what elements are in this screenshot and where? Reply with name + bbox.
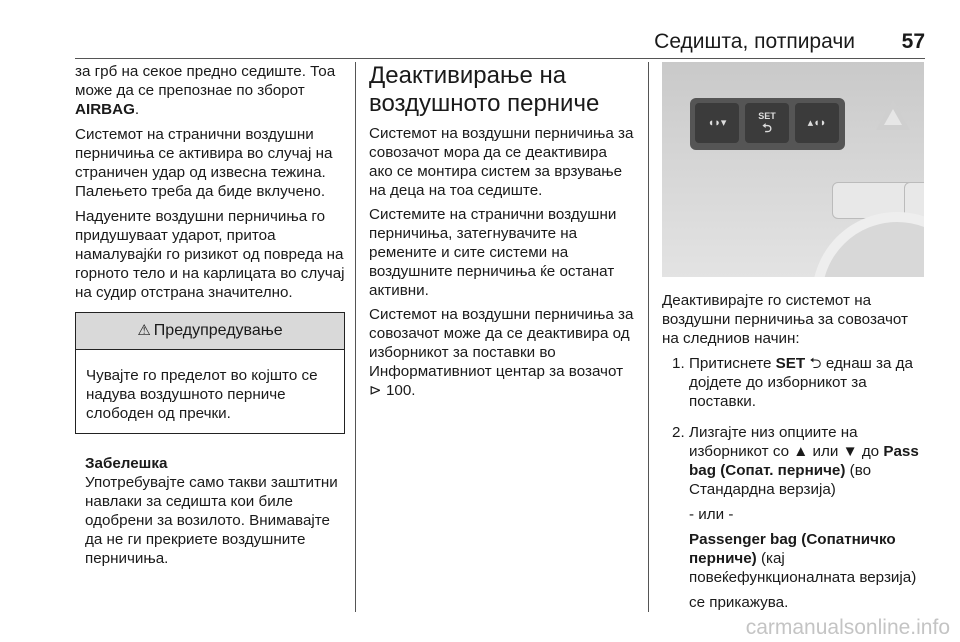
pass-bag-label: Pass bag (Сопат. перниче) [689, 443, 919, 479]
warning-text: Чувајте го пределот во којшто се надува воздушното перниче слободен од пречки. [86, 367, 318, 422]
col1-paragraph-2: Системот на странични воздушни перничиња се активира во случај на страничен удар од извесна тежина. Палењето треба да биде вклучено. [75, 126, 333, 200]
return-icon: ⮌ [762, 121, 772, 135]
warning-body [76, 350, 344, 433]
hazard-icon [876, 100, 910, 130]
step-2: 2. Лизгајте низ опциите на изборникот со ▲ или ▼ до Pass bag (Сопат. перниче) (во Стандардна верзија) - или - Passenger bag (Сопатничко перниче) (кај повеќефункционалната верзија) се прикажува. [662, 423, 927, 612]
button-panel [690, 98, 845, 150]
set-label: SET [775, 355, 806, 372]
airbag-down-button-icon: ◖◗▾ [695, 103, 739, 143]
col2-paragraph-2: Системите на странични воздушни перничиња, затегнувачите на ремените и сите системи на воздушните перничиња ќе останат активни. [369, 206, 617, 299]
airbag-word: AIRBAG [75, 101, 135, 118]
section-heading: Деактивирање на воздушното перниче [369, 62, 600, 117]
page-ref-icon: ⊳ [369, 382, 386, 399]
col2-paragraph-3: Системот на воздушни перничиња за совозачот може да се деактивира од изборникот за поставки во Информативниот центар за возачот ⊳ 100. [369, 306, 634, 399]
column-2 [369, 62, 634, 405]
set-button-icon: SET ⮌ [745, 103, 789, 143]
warning-header [76, 313, 344, 350]
or-separator: - или - [689, 506, 734, 523]
warning-title: Предупредување [153, 322, 283, 339]
note-block [75, 454, 345, 568]
climate-dial [812, 212, 924, 277]
airbag-up-button-icon: ▴◖◗ [795, 103, 839, 143]
col2-paragraph-1: Системот на воздушни перничиња за совозачот мора да се деактивира ако се монтира систем за врзување на деца на тоа седиште. [369, 125, 634, 199]
page-number: 57 [901, 30, 925, 53]
header-title: Седишта, потпирачи [654, 30, 855, 53]
step-2-end: се прикажува. [689, 594, 789, 611]
warning-icon: ⚠ [137, 322, 151, 339]
column-divider-2 [648, 62, 649, 612]
column-divider-1 [355, 62, 356, 612]
dashboard-buttons-figure [662, 62, 924, 277]
column-3 [662, 62, 927, 624]
col1-paragraph-1: за грб на секое предно седиште. Тоа може да се препознае по зборот AIRBAG. [75, 63, 336, 118]
steps-list [662, 354, 927, 612]
column-1 [75, 62, 345, 574]
col1-paragraph-3: Надуените воздушни перничиња го придушуваат ударот, притоа намалувајќи го ризикот од повреда на горното тело и на карлицата во случај на судир отстрана значително. [75, 208, 345, 301]
col3-intro: Деактивирајте го системот на воздушни перничиња за совозачот на следниов начин: [662, 292, 908, 347]
warning-box [75, 312, 345, 434]
header-rule [75, 58, 925, 59]
note-text: Употребувајте само такви заштитни навлаки за седишта кои биле одобрени за возилото. Внимавајте да не ги прекриете воздушните перничиња. [85, 474, 338, 567]
watermark: carmanualsonline.info [745, 616, 950, 639]
note-title: Забелешка [85, 455, 168, 472]
page-reference: 100 [385, 382, 412, 399]
passenger-bag-label: Passenger bag (Сопатничко перниче) [689, 531, 896, 567]
page-header [75, 30, 925, 60]
step-1: 1. Притиснете SET ⮌ еднаш за да дојдете до изборникот за поставки. [672, 355, 913, 410]
return-icon-inline: ⮌ [805, 355, 826, 372]
